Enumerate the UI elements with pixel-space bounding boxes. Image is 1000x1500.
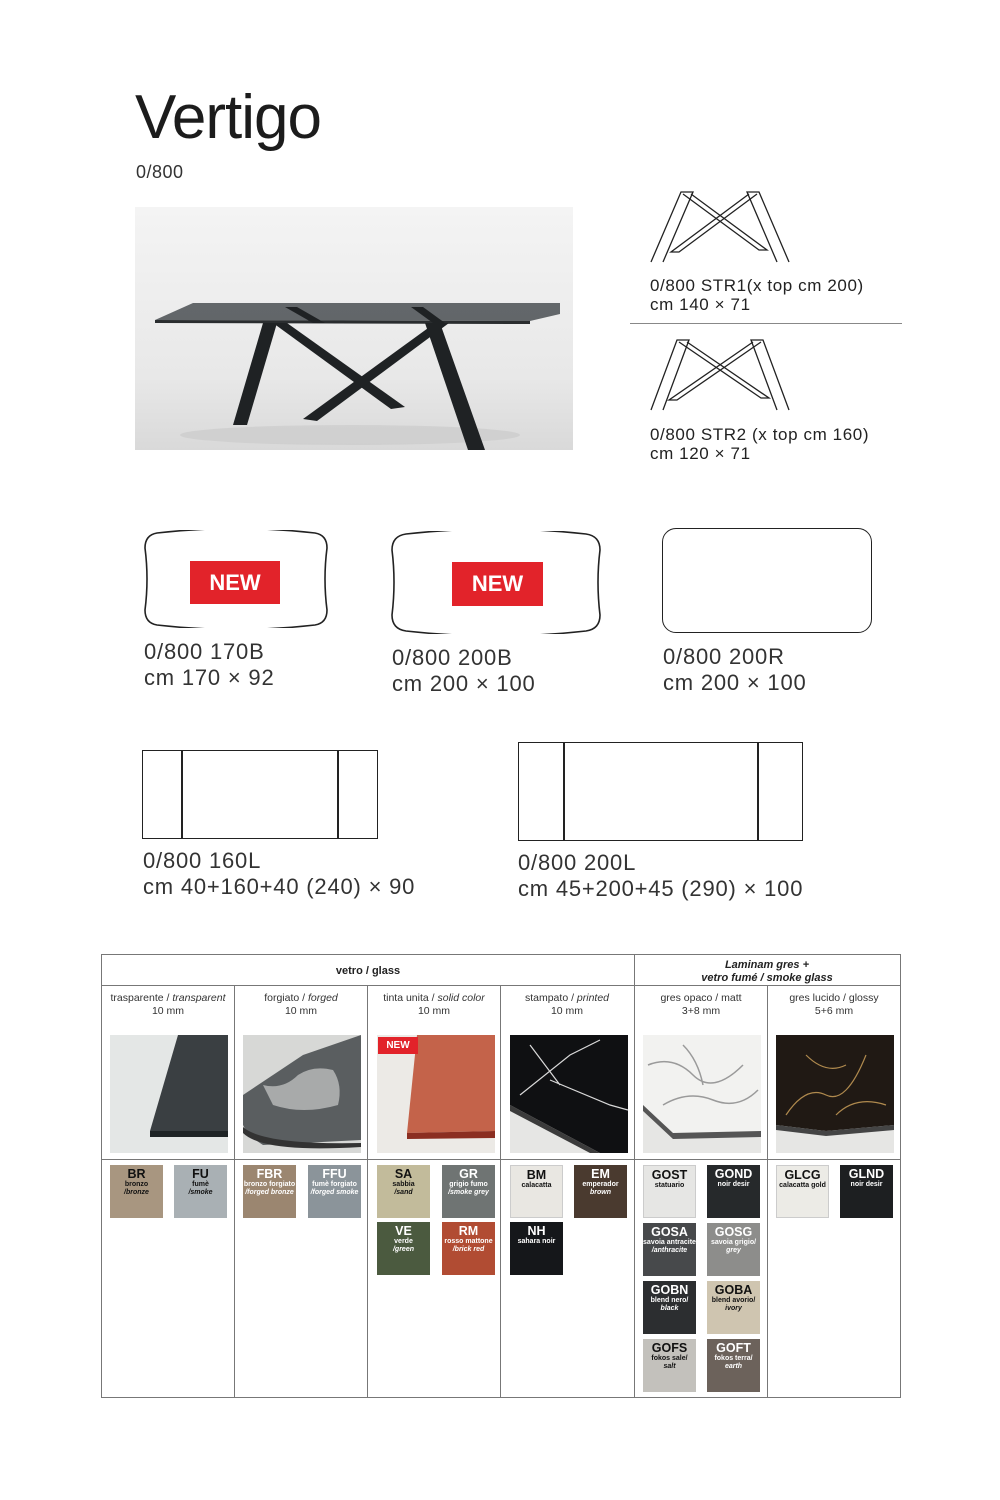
swatch-label: noir desir [717,1181,750,1188]
top-170b-size: cm 170 × 92 [144,665,275,690]
swatch-gofs [643,1339,696,1392]
swatch-label: fokos sale/ salt [651,1355,688,1370]
top-200l-caption [518,850,803,902]
swatch-code: GR [459,1167,478,1181]
grid-line [367,985,368,1397]
extension-divider [563,743,565,840]
swatch-label: fokos terra/ earth [714,1355,753,1370]
top-160l-caption [143,848,415,900]
extension-divider [337,751,339,838]
base-str1-code: 0/800 STR1(x top cm 200) [650,276,864,295]
top-160l-shape [142,750,378,839]
extension-divider [181,751,183,838]
swatch-bm [510,1165,563,1218]
swatch-glcg [776,1165,829,1218]
swatch-code: FFU [322,1167,347,1181]
top-200l-shape [518,742,803,841]
top-200b-caption [392,645,536,697]
swatch-fu [174,1165,227,1218]
top-170b-caption [144,639,275,691]
base-str2-caption [650,425,869,463]
top-170b-code: 0/800 170B [144,639,265,664]
grid-line [500,985,501,1397]
sample-transparent [110,1035,228,1153]
top-200r-caption [663,644,807,696]
swatch-ffu [308,1165,361,1218]
swatch-em [574,1165,627,1218]
grid-line [634,955,635,1397]
top-200r-code: 0/800 200R [663,644,785,669]
swatch-code: FU [192,1167,209,1181]
swatch-code: GOBN [650,1283,689,1297]
swatch-label: sabbia /sand [392,1181,415,1196]
grid-line [102,985,900,986]
swatch-code: RM [458,1224,479,1238]
swatch-gr [442,1165,495,1218]
page-title: Vertigo [135,83,322,152]
sample-matt [643,1035,761,1153]
top-160l-size: cm 40+160+40 (240) × 90 [143,874,416,899]
swatch-label: bronzo forgiato /forged bronze [243,1181,296,1196]
swatch-gond [707,1165,760,1218]
swatch-code: BM [526,1168,547,1182]
swatch-code: GOSG [714,1225,753,1239]
swatch-code: GOBA [714,1283,753,1297]
swatch-label: sahara noir [517,1238,556,1245]
swatch-gost [643,1165,696,1218]
swatch-rm [442,1222,495,1275]
swatch-nh [510,1222,563,1275]
swatch-label: statuario [654,1182,685,1189]
top-200l-code: 0/800 200L [518,850,637,875]
column-header-matt: gres opaco / matt 3+8 mm [660,992,742,1017]
new-badge: NEW [190,561,280,604]
base-str1-caption [650,276,864,314]
base-str2-diagram [649,336,791,412]
swatch-code: GOND [714,1167,753,1181]
swatch-gosa [643,1223,696,1276]
swatch-code: VE [395,1224,412,1238]
group-header-glass: vetro / glass [335,965,401,977]
extension-divider [757,743,759,840]
swatch-fbr [243,1165,296,1218]
swatch-label: emperador brown [582,1181,619,1196]
swatch-label: blend avorio/ ivory [711,1297,756,1312]
swatch-label: fumè forgiato /forged smoke [310,1181,359,1196]
swatch-label: blend nero/ black [650,1297,689,1312]
top-200r-shape [662,528,872,633]
column-header-printed: stampato / printed 10 mm [524,992,610,1017]
divider [630,323,902,324]
product-photo [135,207,573,450]
column-header-transparent: trasparente / transparent 10 mm [110,992,226,1017]
swatch-label: savoia antracite /anthracite [643,1239,696,1254]
sample-printed [510,1035,628,1153]
base-str1-size: cm 140 × 71 [650,295,751,314]
top-200l-size: cm 45+200+45 (290) × 100 [518,876,804,901]
swatch-br [110,1165,163,1218]
swatch-code: GOST [651,1168,688,1182]
swatch-gosg [707,1223,760,1276]
top-200r-size: cm 200 × 100 [663,670,807,695]
swatch-label: verde /green [392,1238,414,1253]
swatch-code: FBR [256,1167,283,1181]
swatch-ve [377,1222,430,1275]
swatch-label: noir desir [850,1181,883,1188]
swatch-code: BR [127,1167,146,1181]
swatch-goft [707,1339,760,1392]
base-str1-diagram [649,188,791,264]
swatch-label: calacatta gold [779,1182,826,1189]
swatch-code: GLCG [784,1168,821,1182]
swatch-label: bronzo /bronze [124,1181,149,1196]
base-str2-code: 0/800 STR2 (x top cm 160) [650,425,870,444]
swatch-label: savoia grigio/ grey [710,1239,757,1254]
swatch-label: grigio fumo /smoke grey [448,1181,489,1196]
swatch-code: GLND [848,1167,885,1181]
finishes-table [101,954,901,1398]
swatch-code: SA [394,1167,413,1181]
swatch-sa [377,1165,430,1218]
swatch-goba [707,1281,760,1334]
swatch-label: calacatta [521,1182,552,1189]
product-code: 0/800 [136,162,184,182]
swatch-code: NH [527,1224,546,1238]
top-200b-size: cm 200 × 100 [392,671,536,696]
grid-line [234,985,235,1397]
column-header-solid-color: tinta unita / solid color 10 mm [383,992,485,1017]
swatch-label: rosso mattone /brick red [444,1238,493,1253]
swatch-code: GOFT [716,1341,751,1355]
top-160l-code: 0/800 160L [143,848,262,873]
swatch-label: fumè /smoke [188,1181,213,1196]
swatch-code: EM [591,1167,610,1181]
swatch-code: GOFS [651,1341,688,1355]
column-header-glossy: gres lucido / glossy 5+6 mm [789,992,879,1017]
grid-line [102,1159,900,1160]
swatch-glnd [840,1165,893,1218]
grid-line [767,985,768,1397]
new-badge: NEW [378,1037,418,1054]
top-200b-code: 0/800 200B [392,645,513,670]
base-str2-size: cm 120 × 71 [650,444,751,463]
sample-glossy [776,1035,894,1153]
column-header-forged: forgiato / forged 10 mm [264,992,338,1017]
swatch-code: GOSA [651,1225,688,1239]
sample-forged [243,1035,361,1153]
swatch-gobn [643,1281,696,1334]
group-header-laminam: Laminam gres + vetro fumé / smoke glass [701,959,833,984]
new-badge: NEW [452,562,543,606]
